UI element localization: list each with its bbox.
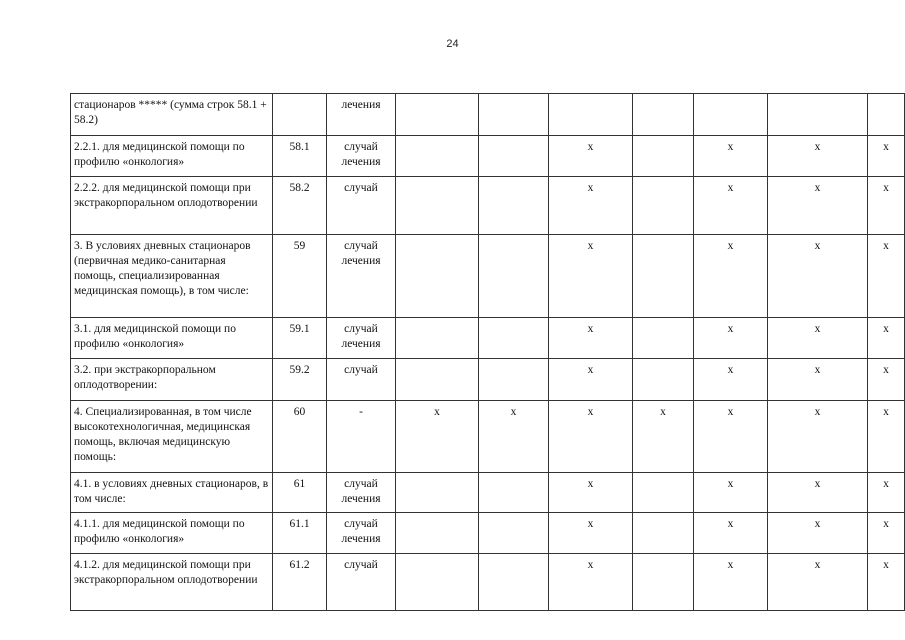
value-cell xyxy=(396,177,479,235)
value-cell: x xyxy=(868,177,905,235)
value-cell xyxy=(633,177,694,235)
value-cell xyxy=(396,94,479,136)
value-cell: x xyxy=(768,401,868,473)
table-row xyxy=(71,513,905,554)
value-cell xyxy=(479,235,549,318)
value-cell: x xyxy=(768,554,868,611)
row-code-cell: 59.1 xyxy=(273,318,327,359)
value-cell xyxy=(396,235,479,318)
value-cell: x xyxy=(549,136,633,177)
value-cell xyxy=(479,513,549,554)
table-row xyxy=(71,473,905,513)
row-unit-cell: случай xyxy=(327,359,396,401)
page-number: 24 xyxy=(446,38,459,50)
value-cell xyxy=(694,94,768,136)
row-unit-cell: случай лечения xyxy=(327,136,396,177)
value-cell: x xyxy=(868,513,905,554)
row-code-cell: 58.1 xyxy=(273,136,327,177)
value-cell: x xyxy=(768,473,868,513)
value-cell xyxy=(479,359,549,401)
value-cell: x xyxy=(549,401,633,473)
value-cell: x xyxy=(768,318,868,359)
value-cell: x xyxy=(868,554,905,611)
table-row xyxy=(71,136,905,177)
row-code-cell: 60 xyxy=(273,401,327,473)
value-cell xyxy=(479,94,549,136)
value-cell: x xyxy=(694,177,768,235)
value-cell: x xyxy=(549,235,633,318)
value-cell xyxy=(396,473,479,513)
value-cell: x xyxy=(694,359,768,401)
value-cell xyxy=(633,318,694,359)
value-cell xyxy=(479,318,549,359)
value-cell: x xyxy=(396,401,479,473)
table-row xyxy=(71,235,905,318)
row-unit-cell: случай лечения xyxy=(327,318,396,359)
value-cell: x xyxy=(549,473,633,513)
value-cell xyxy=(479,136,549,177)
value-cell xyxy=(633,235,694,318)
value-cell xyxy=(479,177,549,235)
value-cell: x xyxy=(633,401,694,473)
table-row xyxy=(71,177,905,235)
table-row xyxy=(71,94,905,136)
value-cell: x xyxy=(549,359,633,401)
row-unit-cell: случай лечения xyxy=(327,513,396,554)
row-unit-cell: лечения xyxy=(327,94,396,136)
table-body xyxy=(71,94,905,611)
value-cell: x xyxy=(868,401,905,473)
value-cell: x xyxy=(694,401,768,473)
value-cell xyxy=(868,94,905,136)
value-cell xyxy=(396,318,479,359)
row-unit-cell: случай xyxy=(327,554,396,611)
row-name-cell: 4.1.1. для медицинской помощи по профилю «онкология» xyxy=(71,513,273,554)
row-unit-cell: - xyxy=(327,401,396,473)
value-cell: x xyxy=(694,136,768,177)
value-cell: x xyxy=(549,513,633,554)
value-cell xyxy=(479,473,549,513)
value-cell: x xyxy=(768,513,868,554)
value-cell xyxy=(633,136,694,177)
value-cell xyxy=(633,359,694,401)
value-cell xyxy=(633,513,694,554)
value-cell xyxy=(396,513,479,554)
value-cell: x xyxy=(868,235,905,318)
data-table xyxy=(70,93,905,611)
table-row xyxy=(71,359,905,401)
table-row xyxy=(71,554,905,611)
row-name-cell: 4. Специализированная, в том числе высокотехнологичная, медицинская помощь, включая медицинскую помощь: xyxy=(71,401,273,473)
value-cell: x xyxy=(868,473,905,513)
value-cell: x xyxy=(768,235,868,318)
row-name-cell: 4.1. в условиях дневных стационаров, в том числе: xyxy=(71,473,273,513)
value-cell: x xyxy=(549,177,633,235)
value-cell xyxy=(396,359,479,401)
value-cell: x xyxy=(868,318,905,359)
value-cell: x xyxy=(549,318,633,359)
row-unit-cell: случай лечения xyxy=(327,473,396,513)
row-code-cell: 59 xyxy=(273,235,327,318)
value-cell xyxy=(396,136,479,177)
row-name-cell: 2.2.2. для медицинской помощи при экстракорпоральном оплодотворении xyxy=(71,177,273,235)
row-unit-cell: случай xyxy=(327,177,396,235)
row-code-cell: 59.2 xyxy=(273,359,327,401)
row-code-cell: 61.1 xyxy=(273,513,327,554)
value-cell xyxy=(633,473,694,513)
row-code-cell: 61.2 xyxy=(273,554,327,611)
row-code-cell: 61 xyxy=(273,473,327,513)
row-name-cell: 3. В условиях дневных стационаров (первичная медико-санитарная помощь, специализированная медицинская помощь), в том числе: xyxy=(71,235,273,318)
row-name-cell: 4.1.2. для медицинской помощи при экстракорпоральном оплодотворении xyxy=(71,554,273,611)
row-name-cell: 2.2.1. для медицинской помощи по профилю «онкология» xyxy=(71,136,273,177)
row-name-cell: стационаров ***** (сумма строк 58.1 + 58.2) xyxy=(71,94,273,136)
value-cell: x xyxy=(768,136,868,177)
value-cell: x xyxy=(549,554,633,611)
row-name-cell: 3.1. для медицинской помощи по профилю «онкология» xyxy=(71,318,273,359)
row-unit-cell: случай лечения xyxy=(327,235,396,318)
table-row xyxy=(71,401,905,473)
value-cell: x xyxy=(768,359,868,401)
row-code-cell xyxy=(273,94,327,136)
row-name-cell: 3.2. при экстракорпоральном оплодотворении: xyxy=(71,359,273,401)
value-cell xyxy=(633,94,694,136)
value-cell: x xyxy=(694,473,768,513)
value-cell xyxy=(479,554,549,611)
value-cell: x xyxy=(479,401,549,473)
table-row xyxy=(71,318,905,359)
value-cell xyxy=(396,554,479,611)
value-cell: x xyxy=(694,235,768,318)
value-cell: x xyxy=(694,318,768,359)
value-cell xyxy=(633,554,694,611)
value-cell: x xyxy=(768,177,868,235)
value-cell xyxy=(768,94,868,136)
value-cell: x xyxy=(694,513,768,554)
value-cell: x xyxy=(694,554,768,611)
row-code-cell: 58.2 xyxy=(273,177,327,235)
value-cell: x xyxy=(868,136,905,177)
value-cell xyxy=(549,94,633,136)
value-cell: x xyxy=(868,359,905,401)
